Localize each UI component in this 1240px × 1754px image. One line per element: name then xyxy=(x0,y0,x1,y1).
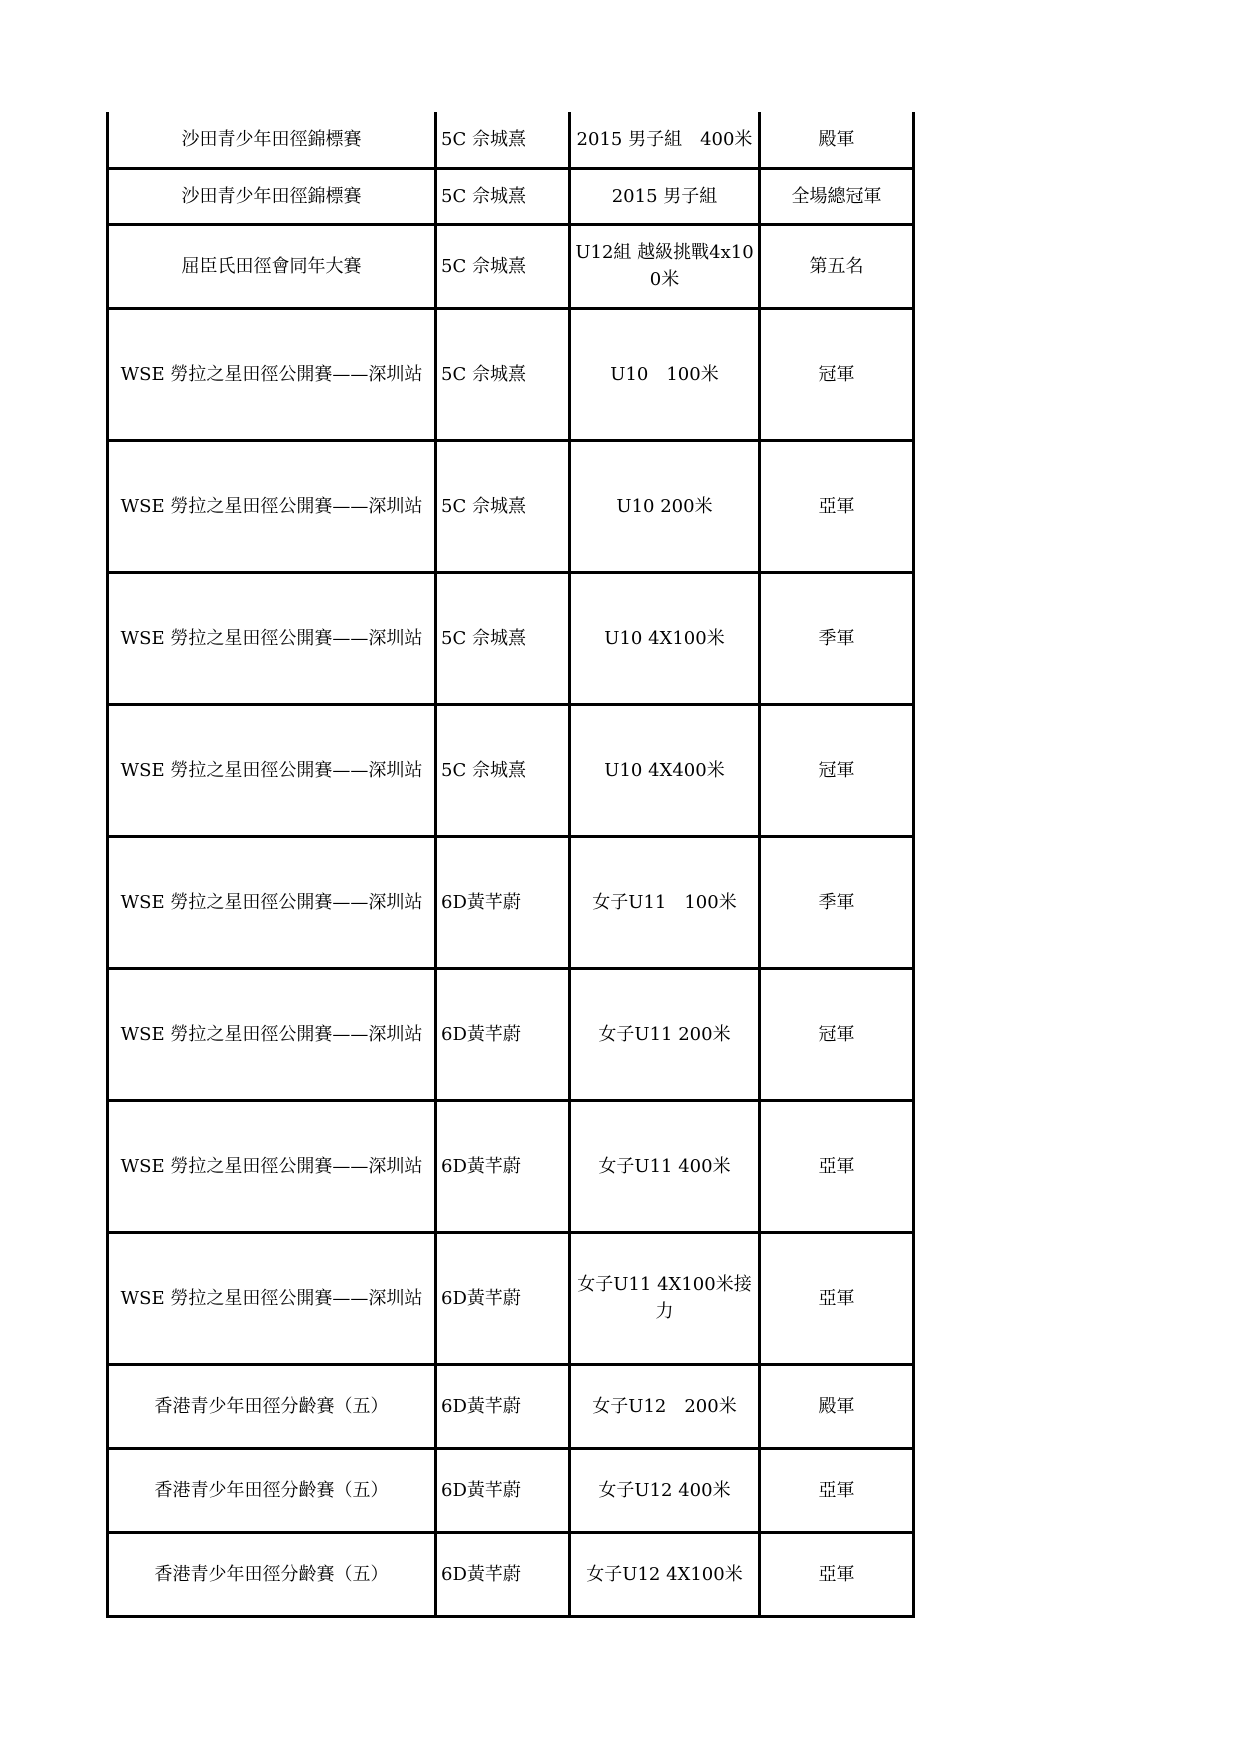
award-cell: 亞軍 xyxy=(760,1448,914,1532)
results-table xyxy=(106,112,915,1618)
award-cell: 季軍 xyxy=(760,572,914,704)
event-cell: WSE 勞拉之星田徑公開賽——深圳站 xyxy=(108,704,436,836)
item-cell: 女子U11 200米 xyxy=(570,968,760,1100)
table-row xyxy=(108,836,914,968)
award-cell: 冠軍 xyxy=(760,308,914,440)
award-cell: 亞軍 xyxy=(760,1100,914,1232)
item-cell: U10 4X400米 xyxy=(570,704,760,836)
student-cell: 5C 佘城熹 xyxy=(436,704,570,836)
table-row xyxy=(108,1532,914,1616)
table-row xyxy=(108,440,914,572)
award-cell: 亞軍 xyxy=(760,440,914,572)
item-cell: U12組 越級挑戰4x100米 xyxy=(570,224,760,308)
event-cell: WSE 勞拉之星田徑公開賽——深圳站 xyxy=(108,308,436,440)
results-table-body xyxy=(108,112,914,1616)
event-cell: 屈臣氏田徑會同年大賽 xyxy=(108,224,436,308)
item-cell: U10 200米 xyxy=(570,440,760,572)
table-row xyxy=(108,1232,914,1364)
item-cell: U10 4X100米 xyxy=(570,572,760,704)
event-cell: WSE 勞拉之星田徑公開賽——深圳站 xyxy=(108,968,436,1100)
table-row xyxy=(108,168,914,224)
item-cell: 2015 男子組 400米 xyxy=(570,112,760,168)
student-cell: 6D黃芊蔚 xyxy=(436,1232,570,1364)
student-cell: 6D黃芊蔚 xyxy=(436,836,570,968)
student-cell: 6D黃芊蔚 xyxy=(436,1532,570,1616)
item-cell: 女子U12 4X100米 xyxy=(570,1532,760,1616)
table-row xyxy=(108,704,914,836)
award-cell: 冠軍 xyxy=(760,968,914,1100)
table-row xyxy=(108,1448,914,1532)
table-row xyxy=(108,968,914,1100)
event-cell: WSE 勞拉之星田徑公開賽——深圳站 xyxy=(108,1232,436,1364)
item-cell: U10 100米 xyxy=(570,308,760,440)
student-cell: 5C 佘城熹 xyxy=(436,224,570,308)
student-cell: 5C 佘城熹 xyxy=(436,308,570,440)
student-cell: 6D黃芊蔚 xyxy=(436,1448,570,1532)
event-cell: 香港青少年田徑分齡賽（五） xyxy=(108,1532,436,1616)
table-row xyxy=(108,572,914,704)
event-cell: 沙田青少年田徑錦標賽 xyxy=(108,168,436,224)
item-cell: 女子U11 400米 xyxy=(570,1100,760,1232)
award-cell: 第五名 xyxy=(760,224,914,308)
student-cell: 5C 佘城熹 xyxy=(436,112,570,168)
award-cell: 全場總冠軍 xyxy=(760,168,914,224)
award-cell: 亞軍 xyxy=(760,1232,914,1364)
table-row xyxy=(108,308,914,440)
event-cell: 香港青少年田徑分齡賽（五） xyxy=(108,1448,436,1532)
item-cell: 女子U11 4X100米接力 xyxy=(570,1232,760,1364)
item-cell: 女子U12 200米 xyxy=(570,1364,760,1448)
event-cell: WSE 勞拉之星田徑公開賽——深圳站 xyxy=(108,1100,436,1232)
table-row xyxy=(108,1364,914,1448)
award-cell: 冠軍 xyxy=(760,704,914,836)
table-row xyxy=(108,1100,914,1232)
student-cell: 5C 佘城熹 xyxy=(436,440,570,572)
award-cell: 殿軍 xyxy=(760,1364,914,1448)
table-row xyxy=(108,112,914,168)
item-cell: 女子U11 100米 xyxy=(570,836,760,968)
event-cell: WSE 勞拉之星田徑公開賽——深圳站 xyxy=(108,836,436,968)
student-cell: 5C 佘城熹 xyxy=(436,572,570,704)
student-cell: 6D黃芊蔚 xyxy=(436,1364,570,1448)
student-cell: 6D黃芊蔚 xyxy=(436,968,570,1100)
student-cell: 6D黃芊蔚 xyxy=(436,1100,570,1232)
table-row xyxy=(108,224,914,308)
award-cell: 季軍 xyxy=(760,836,914,968)
event-cell: WSE 勞拉之星田徑公開賽——深圳站 xyxy=(108,440,436,572)
event-cell: 沙田青少年田徑錦標賽 xyxy=(108,112,436,168)
event-cell: WSE 勞拉之星田徑公開賽——深圳站 xyxy=(108,572,436,704)
item-cell: 女子U12 400米 xyxy=(570,1448,760,1532)
event-cell: 香港青少年田徑分齡賽（五） xyxy=(108,1364,436,1448)
award-cell: 亞軍 xyxy=(760,1532,914,1616)
award-cell: 殿軍 xyxy=(760,112,914,168)
student-cell: 5C 佘城熹 xyxy=(436,168,570,224)
item-cell: 2015 男子組 xyxy=(570,168,760,224)
